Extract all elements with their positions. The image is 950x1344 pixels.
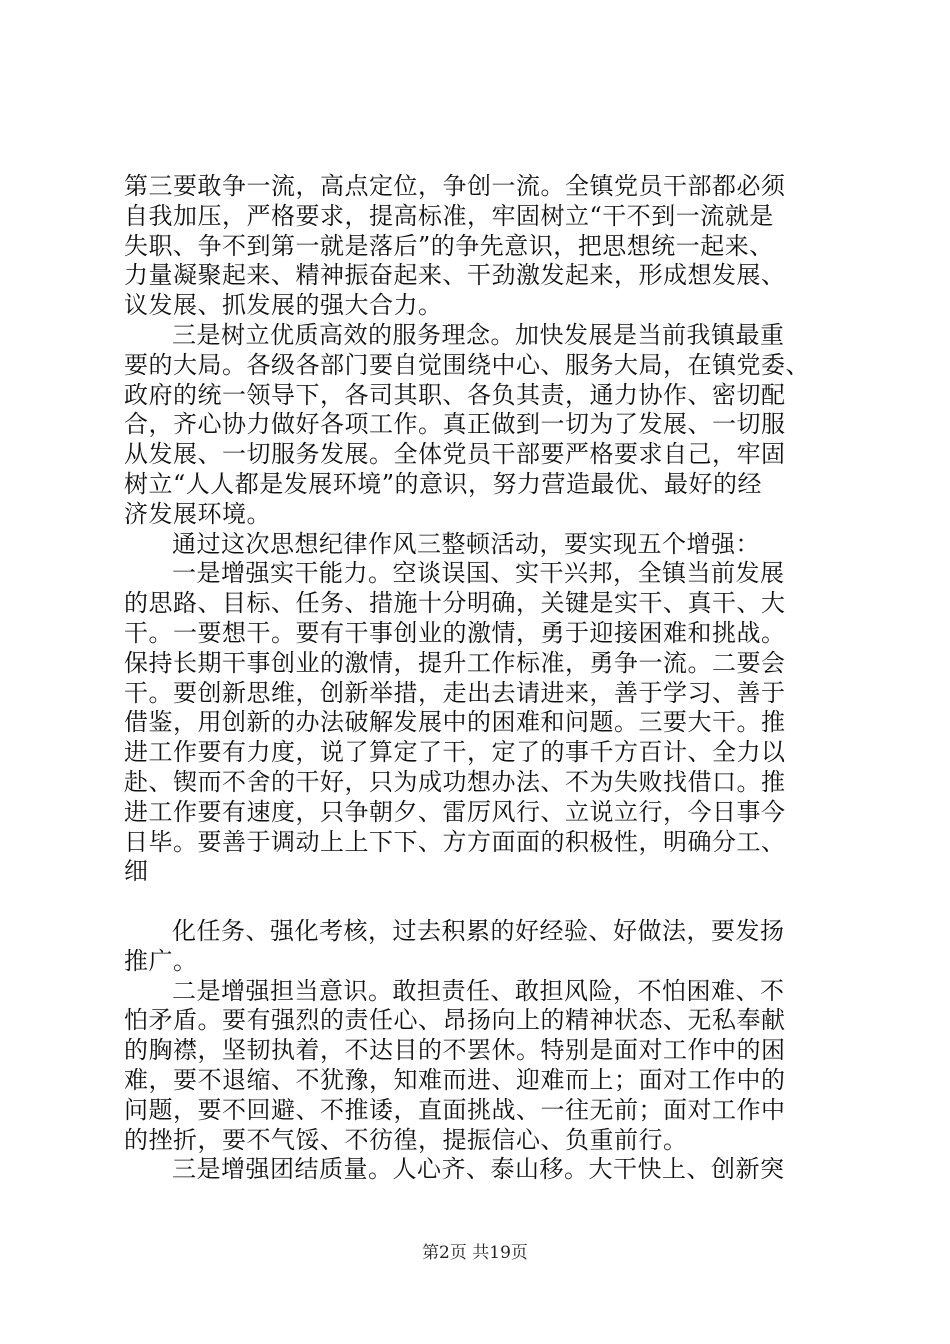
document-body [124,172,836,1185]
text-line: 问题，要不回避、不推诿，直面挑战、一往无前；面对工作中 [124,1095,786,1124]
text-line: 干。要创新思维，创新举措，走出去请进来，善于学习、善于 [124,678,786,707]
text-line: 的胸襟，坚韧执着，不达目的不罢休。特别是面对工作中的困 [124,1036,786,1065]
text-line: 难，要不退缩、不犹豫，知难而进、迎难而上；面对工作中的 [124,1065,786,1094]
page-number-footer: 第2页 共19页 [422,1243,528,1263]
text-line: 失职、争不到第一就是落后”的争先意识，把思想统一起来、 [124,231,774,260]
text-line: 进工作要有力度，说了算定了干，定了的事千方百计、全力以 [124,738,786,767]
text-line: 的思路、目标、任务、措施十分明确，关键是实干、真干、大 [124,589,786,618]
text-line: 第三要敢争一流，高点定位，争创一流。全镇党员干部都必须 [124,172,786,200]
text-line: 一是增强实干能力。空谈误国、实干兴邦，全镇当前发展 [172,559,785,588]
text-line: 日毕。要善于调动上上下下、方方面面的积极性，明确分工、 [124,827,786,856]
text-line: 三是树立优质高效的服务理念。加快发展是当前我镇最重 [172,320,785,349]
text-line: 政府的统一领导下，各司其职、各负其责，通力协作、密切配 [124,380,786,409]
text-line: 进工作要有速度，只争朝夕、雷厉风行、立说立行，今日事今 [124,797,786,826]
text-line: 自我加压，严格要求，提高标准，牢固树立“干不到一流就是 [124,201,774,230]
text-line: 从发展、一切服务发展。全体党员干部要严格要求自己，牢固 [124,440,786,469]
text-line: 干。一要想干。要有干事创业的激情，勇于迎接困难和挑战。 [124,618,786,647]
text-line: 要的大局。各级各部门要自觉围绕中心、服务大局，在镇党委、 [124,350,810,379]
text-line: 合，齐心协力做好各项工作。真正做到一切为了发展、一切服 [124,410,786,439]
text-line: 的挫折，要不气馁、不彷徨，提振信心、负重前行。 [124,1125,688,1154]
text-line: 保持长期干事创业的激情，提升工作标准，勇争一流。二要会 [124,648,786,677]
text-line: 树立“人人都是发展环境”的意识，努力营造最优、最好的经 [124,469,763,498]
page-break-gap [124,887,836,917]
text-line: 细 [124,857,149,886]
text-line: 二是增强担当意识。敢担责任、敢担风险，不怕困难、不 [172,976,785,1005]
text-line: 议发展、抓发展的强大合力。 [124,291,443,320]
text-line: 推广。 [124,946,198,975]
text-line: 通过这次思想纪律作风三整顿活动，要实现五个增强： [172,529,760,558]
text-line: 三是增强团结质量。人心齐、泰山移。大干快上、创新突 [172,1155,785,1184]
text-line: 借鉴，用创新的办法破解发展中的困难和问题。三要大干。推 [124,708,786,737]
text-line: 化任务、强化考核，过去积累的好经验、好做法，要发扬 [172,916,785,945]
text-line: 赴、锲而不舍的干好，只为成功想办法、不为失败找借口。推 [124,767,786,796]
text-line: 怕矛盾。要有强烈的责任心、昂扬向上的精神状态、无私奉献 [124,1006,786,1035]
text-line: 力量凝聚起来、精神振奋起来、干劲激发起来，形成想发展、 [124,261,786,290]
text-line: 济发展环境。 [124,499,271,528]
